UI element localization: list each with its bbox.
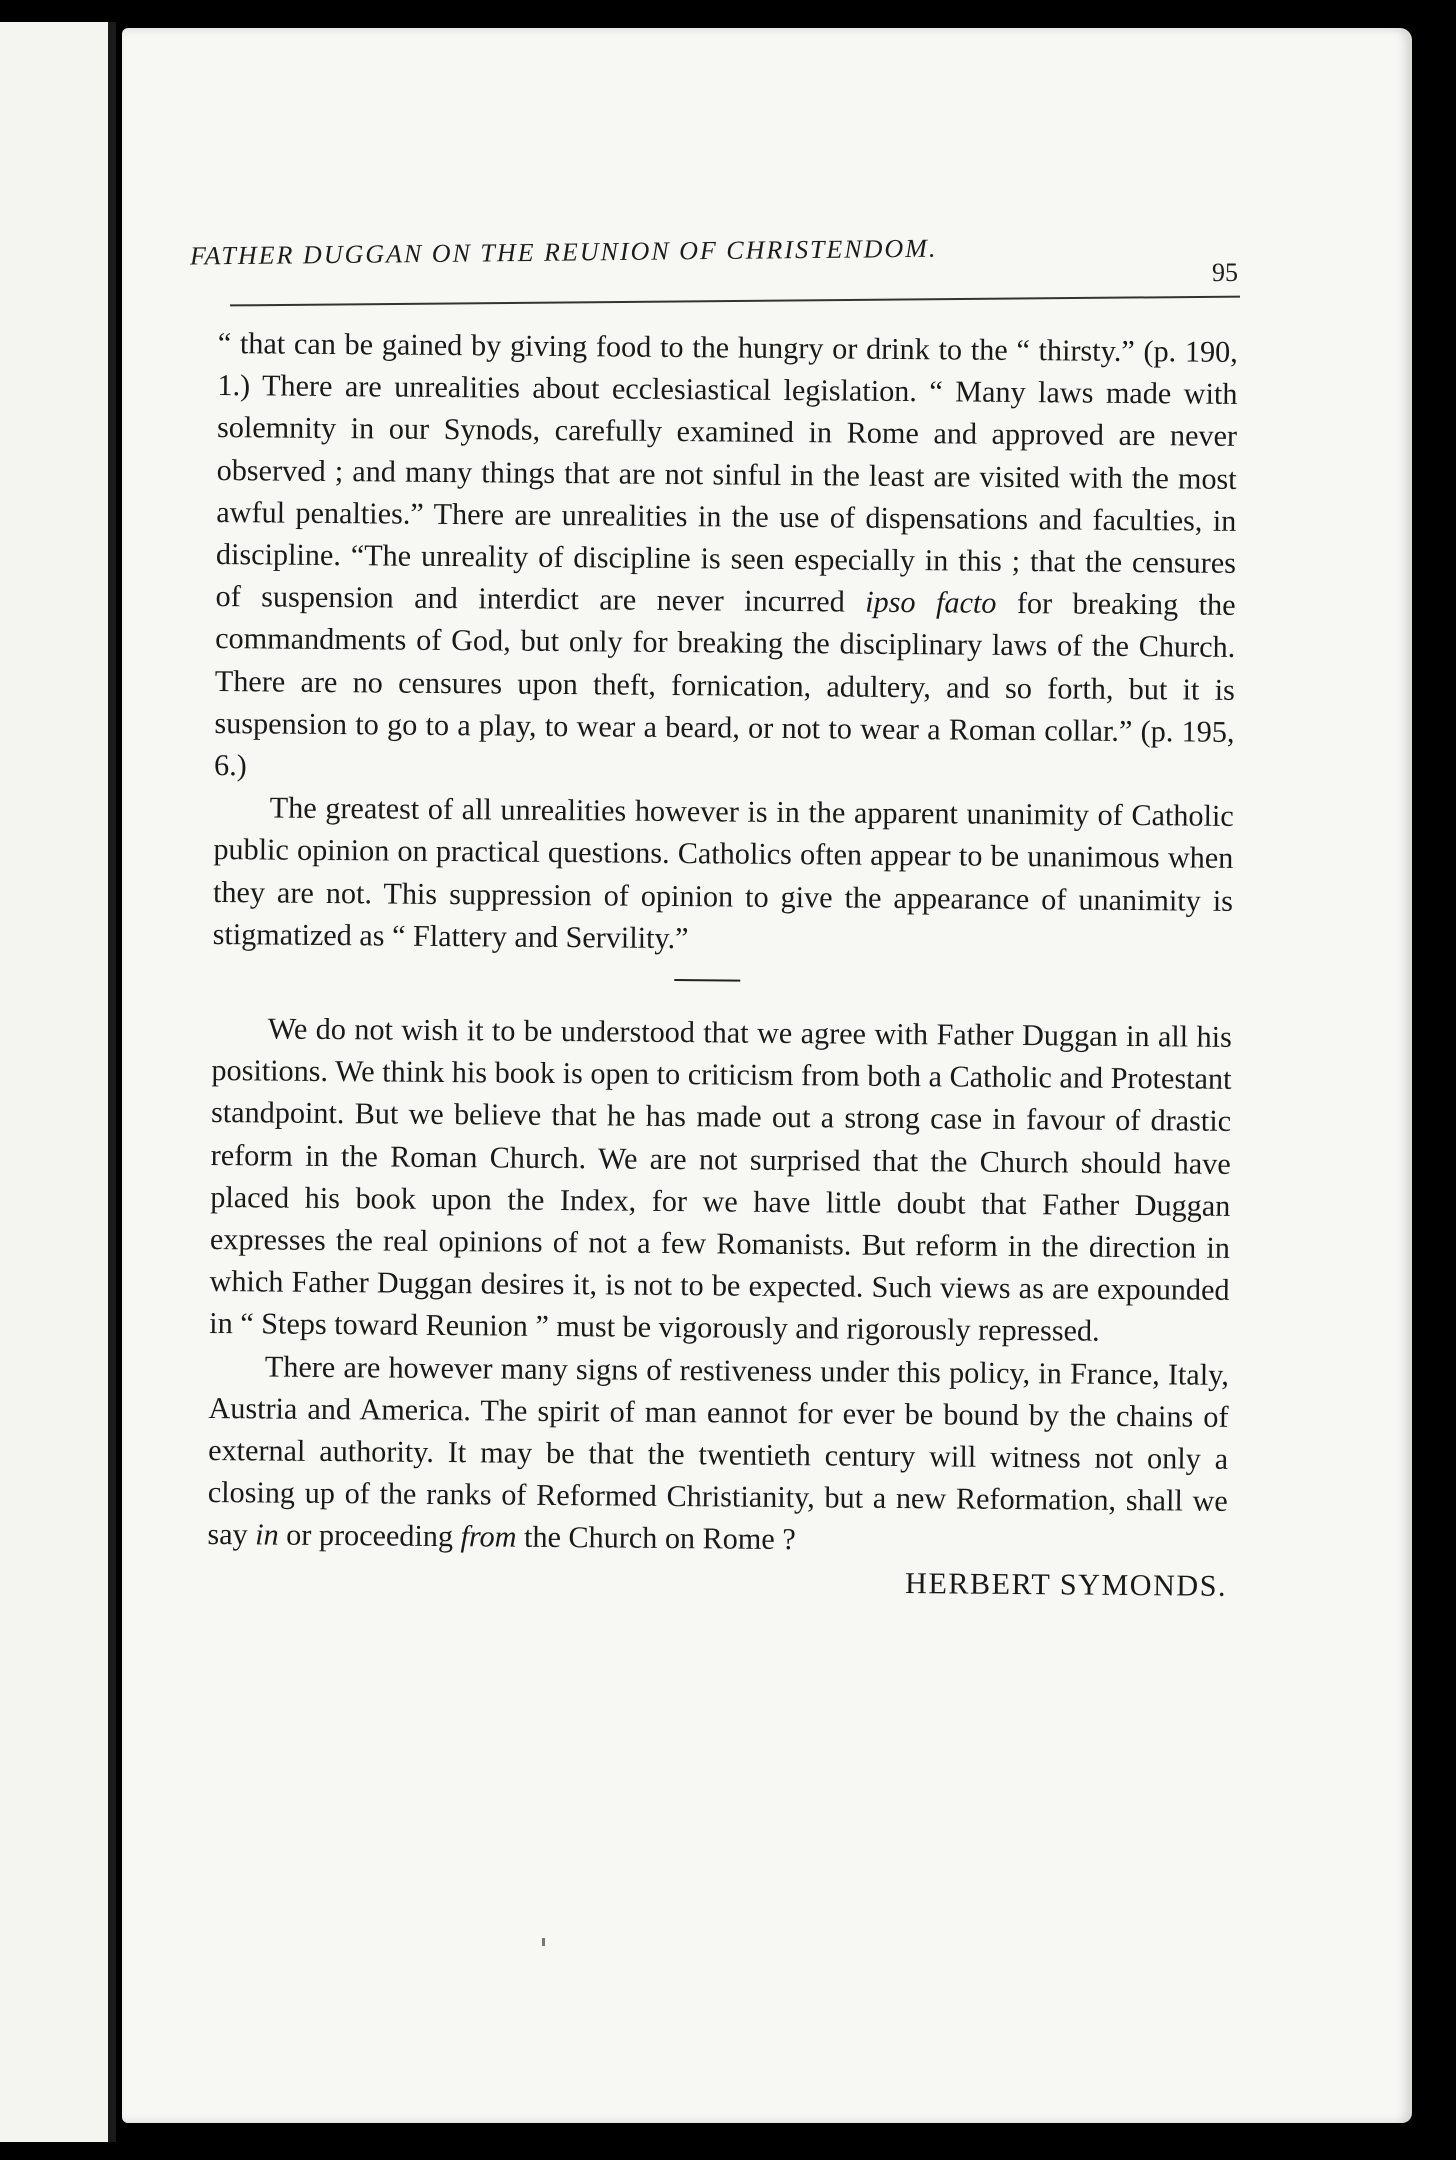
paragraph-1: “ that can be gained by giving food to the hungry or drink to the “ thirsty.” (p. 190, 1.) There are unrealities about ecclesiastical legislation. “ Many laws made with solemnity in our Synods, carefully examined in Rome and approved are never observed ; and many things that are not sinful in the least are visited with the most awful penalties.” There are unrealities in the use of dispensations and faculties, in discipline. “The unreality of discipline is seen especially in this ; that the censures of suspension and interdict are never incurred ipso facto for breaking the commandments of God, but only for breaking the disciplinary laws of the Church. There are no censures upon theft, fornication, adultery, and so forth, but it is suspension to go to a play, to wear a beard, or not to wear a Roman collar.” (p. 195, 6.) — [213, 325, 1238, 783]
page-number: 95 — [1212, 258, 1238, 287]
facing-page-edge — [0, 22, 116, 2142]
print-speck — [542, 1938, 545, 1946]
section-divider — [212, 955, 1232, 1016]
paragraph-3: We do not wish it to be understood that we agree with Father Duggan in all his positions. We think his book is open to criticism from both a Catholic and Protestant standpoint. But we believe that he has made out a strong case in favour of drastic reform in the Roman Church. We are not surprised that the Church should have placed his book upon the Index, for we have little doubt that Father Duggan expresses the real opinions of not a few Romanists. But reform in the direction in which Father Duggan desires it, is not to be expected. Such views as are expounded in “ Steps toward Reunion ” must be vigorously and rigorously repressed. — [209, 1011, 1232, 1349]
author-signature: HERBERT SYMONDS. — [904, 1565, 1228, 1603]
paragraph-4: There are however many signs of restiveness under this policy, in France, Italy, Austria and America. The spirit of man eannot for ever be bound by the chains of external authority. It may be that the twentieth century will witness not only a closing up of the ranks of Reformed Christianity, but a new Reformation, shall we say in or proceeding from the Church on Rome ? — [207, 1349, 1230, 1557]
running-head: FATHER DUGGAN ON THE REUNION OF CHRISTENDOM. — [189, 233, 938, 271]
body-text — [207, 322, 1238, 1607]
paragraph-2: The greatest of all unrealities however is in the apparent unanimity of Catholic public opinion on practical questions. Catholics often appear to be unanimous when they are not. This suppression of opinion to give the appearance of unanimity is stigmatized as “ Flattery and Servility.” — [212, 790, 1234, 955]
